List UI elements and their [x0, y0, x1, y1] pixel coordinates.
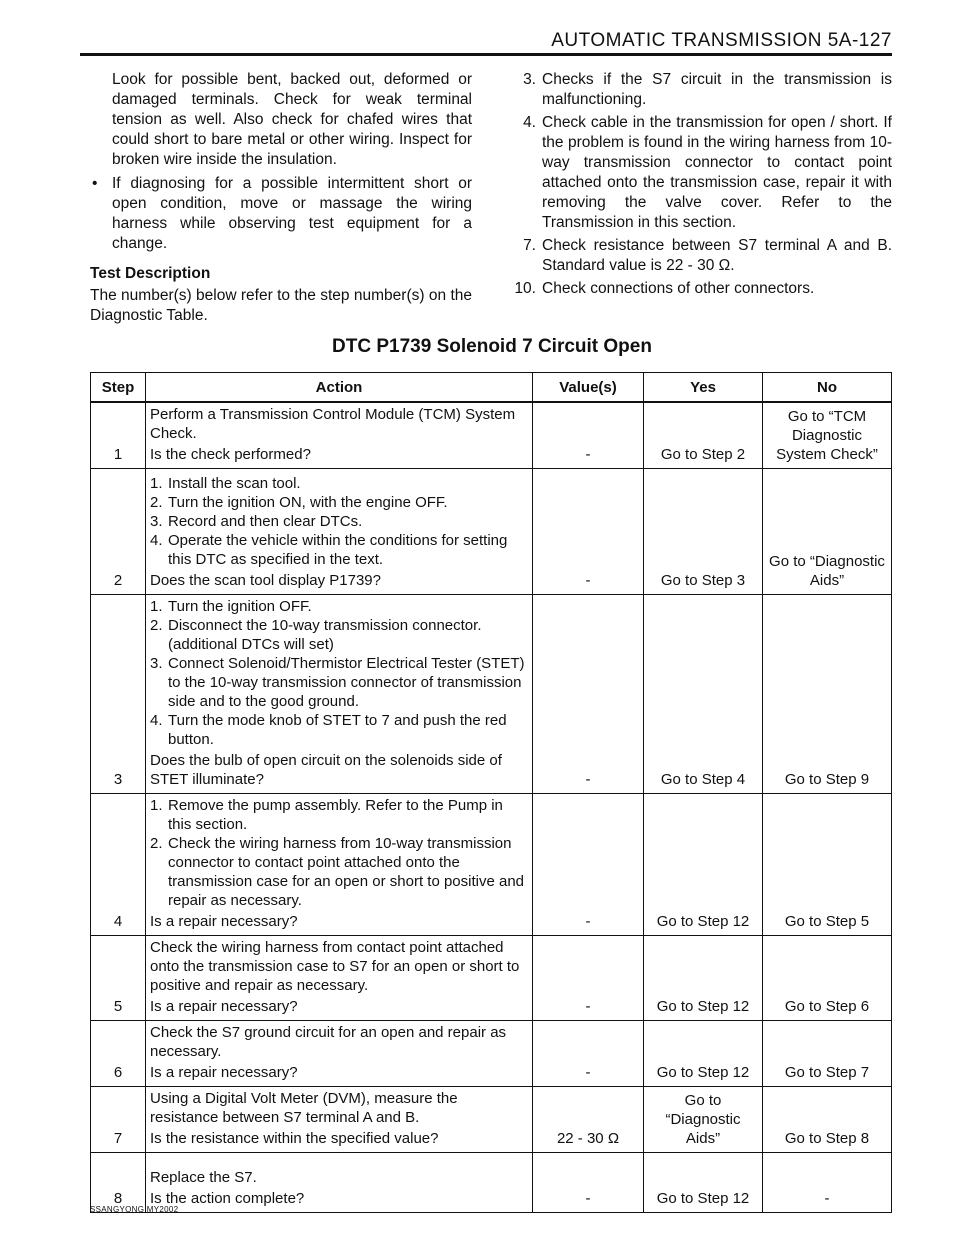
action-item-text: Install the scan tool.: [168, 475, 301, 492]
test-description-item: [500, 279, 892, 299]
no-cell: Go to “TCM Diagnostic System Check”: [763, 402, 892, 469]
action-list-item: [150, 834, 528, 910]
right-column: [500, 70, 892, 302]
header-no: No: [763, 373, 892, 403]
action-list-item: [150, 474, 528, 493]
action-list-item: [150, 616, 528, 654]
action-list-item: [150, 654, 528, 711]
action-question: Is the action complete?: [150, 1190, 305, 1207]
item-text: Check connections of other connectors.: [542, 280, 815, 297]
action-item-number: 2.: [150, 835, 163, 852]
test-description-item: [500, 236, 892, 276]
no-cell: Go to Step 9: [763, 595, 892, 794]
value-cell: -: [533, 794, 644, 936]
action-item-text: Turn the mode knob of STET to 7 and push the red button.: [168, 712, 507, 748]
table-header-row: [91, 373, 892, 403]
action-question: Is a repair necessary?: [150, 998, 298, 1015]
step-number: 3: [91, 595, 146, 794]
table-row: [91, 1153, 892, 1213]
action-list-item: [150, 796, 528, 834]
action-item-number: 1.: [150, 475, 163, 492]
step-number: 2: [91, 469, 146, 595]
test-description-heading: Test Description: [90, 265, 211, 282]
table-row: [91, 794, 892, 936]
action-item-text: Turn the ignition ON, with the engine OFF.: [168, 494, 448, 511]
action-item-text: Record and then clear DTCs.: [168, 513, 363, 530]
table-row: [91, 595, 892, 794]
item-number: 10.: [514, 280, 536, 297]
action-intro: Perform a Transmission Control Module (TCM) System Check.: [150, 406, 516, 442]
action-item-number: 4.: [150, 712, 163, 729]
bullet-item: [90, 174, 472, 254]
header-action: Action: [146, 373, 533, 403]
action-cell: [146, 1153, 533, 1213]
no-cell: Go to Step 6: [763, 936, 892, 1021]
step-number: 6: [91, 1021, 146, 1087]
no-cell: Go to “Diagnostic Aids”: [763, 469, 892, 595]
action-list: [150, 597, 528, 749]
action-cell: [146, 469, 533, 595]
action-list-item: [150, 512, 528, 531]
action-item-number: 4.: [150, 532, 163, 549]
action-question: Is the resistance within the specified value?: [150, 1130, 439, 1147]
value-cell: -: [533, 469, 644, 595]
action-cell: [146, 402, 533, 469]
action-item-number: 1.: [150, 797, 163, 814]
action-item-text: Connect Solenoid/Thermistor Electrical Tester (STET) to the 10-way transmission connector of transmission side and to the good ground.: [168, 655, 525, 710]
action-intro: Check the wiring harness from contact point attached onto the transmission case to S7 for an open or short to positive and repair as necessary.: [150, 939, 520, 994]
value-cell: -: [533, 936, 644, 1021]
action-intro: Check the S7 ground circuit for an open and repair as necessary.: [150, 1024, 507, 1060]
no-cell: Go to Step 7: [763, 1021, 892, 1087]
action-question: Does the bulb of open circuit on the solenoids side of STET illuminate?: [150, 752, 502, 788]
action-cell: [146, 936, 533, 1021]
action-list-item: [150, 531, 528, 569]
action-item-number: 2.: [150, 494, 163, 511]
footer-text: SSANGYONG MY2002: [90, 1205, 179, 1214]
value-cell: -: [533, 1153, 644, 1213]
step-number: 5: [91, 936, 146, 1021]
page-header-title: AUTOMATIC TRANSMISSION 5A-127: [551, 30, 892, 51]
value-cell: -: [533, 1021, 644, 1087]
bullet-dot: •: [92, 175, 98, 192]
header-step: Step: [91, 373, 146, 403]
table-row: [91, 469, 892, 595]
table-row: [91, 1087, 892, 1153]
header-value: Value(s): [533, 373, 644, 403]
action-cell: [146, 1087, 533, 1153]
action-item-text: Check the wiring harness from 10-way transmission connector to contact point attached onto the transmission case for an open or short to positive and repair as necessary.: [168, 835, 525, 909]
yes-cell: Go to Step 12: [644, 1021, 763, 1087]
table-row: [91, 936, 892, 1021]
step-number: 7: [91, 1087, 146, 1153]
intro-paragraph: Look for possible bent, backed out, deformed or damaged terminals. Check for weak terminal tension as well. Also check for chafed wires that could short to bare metal or other wiring. Inspect for broken wire inside the insulation.: [112, 71, 472, 168]
value-cell: 22 - 30 Ω: [533, 1087, 644, 1153]
action-intro: Using a Digital Volt Meter (DVM), measure the resistance between S7 terminal A and B.: [150, 1090, 458, 1126]
yes-cell: Go to Step 12: [644, 1153, 763, 1213]
yes-cell: Go to “Diagnostic Aids”: [644, 1087, 763, 1153]
step-number: 4: [91, 794, 146, 936]
yes-cell: Go to Step 12: [644, 794, 763, 936]
left-column: [90, 70, 472, 330]
test-description-item: [500, 113, 892, 233]
no-cell: -: [763, 1153, 892, 1213]
action-item-text: Turn the ignition OFF.: [168, 598, 312, 615]
action-item-number: 2.: [150, 617, 163, 634]
action-item-number: 3.: [150, 655, 163, 672]
yes-cell: Go to Step 3: [644, 469, 763, 595]
item-number: 3.: [523, 71, 536, 88]
item-number: 4.: [523, 114, 536, 131]
bullet-text: If diagnosing for a possible intermittent short or open condition, move or massage the wiring harness while observing test equipment for a change.: [112, 175, 472, 252]
action-question: Is a repair necessary?: [150, 913, 298, 930]
action-question: Does the scan tool display P1739?: [150, 572, 381, 589]
no-cell: Go to Step 8: [763, 1087, 892, 1153]
action-list: [150, 796, 528, 910]
action-intro: Replace the S7.: [150, 1169, 257, 1186]
action-cell: [146, 595, 533, 794]
item-number: 7.: [523, 237, 536, 254]
yes-cell: Go to Step 12: [644, 936, 763, 1021]
action-list-item: [150, 711, 528, 749]
action-cell: [146, 794, 533, 936]
yes-cell: Go to Step 2: [644, 402, 763, 469]
value-cell: -: [533, 402, 644, 469]
action-item-text: Remove the pump assembly. Refer to the Pump in this section.: [168, 797, 503, 833]
table-row: [91, 402, 892, 469]
action-list-item: [150, 597, 528, 616]
action-question: Is the check performed?: [150, 446, 311, 463]
action-item-text: Operate the vehicle within the conditions for setting this DTC as specified in the text.: [168, 532, 508, 568]
item-text: Checks if the S7 circuit in the transmission is malfunctioning.: [542, 71, 892, 108]
header-yes: Yes: [644, 373, 763, 403]
no-cell: Go to Step 5: [763, 794, 892, 936]
step-number: 1: [91, 402, 146, 469]
action-list: [150, 474, 528, 569]
action-item-number: 3.: [150, 513, 163, 530]
test-description-text: The number(s) below refer to the step number(s) on the Diagnostic Table.: [90, 287, 472, 324]
header-rule: [80, 53, 892, 56]
table-row: [91, 1021, 892, 1087]
diagnostic-table: [90, 372, 892, 1213]
value-cell: -: [533, 595, 644, 794]
action-cell: [146, 1021, 533, 1087]
action-item-text: Disconnect the 10-way transmission connector. (additional DTCs will set): [168, 617, 482, 653]
action-item-number: 1.: [150, 598, 163, 615]
yes-cell: Go to Step 4: [644, 595, 763, 794]
table-title: DTC P1739 Solenoid 7 Circuit Open: [332, 336, 652, 357]
item-text: Check resistance between S7 terminal A and B. Standard value is 22 - 30 Ω.: [542, 237, 892, 274]
action-list-item: [150, 493, 528, 512]
action-question: Is a repair necessary?: [150, 1064, 298, 1081]
test-description-item: [500, 70, 892, 110]
item-text: Check cable in the transmission for open / short. If the problem is found in the wiring harness from 10-way transmission connector to contact point attached onto the transmission case, repair it with removing the valve cover. Refer to the Transmission in this section.: [542, 114, 892, 231]
step-number: 8: [91, 1153, 146, 1213]
